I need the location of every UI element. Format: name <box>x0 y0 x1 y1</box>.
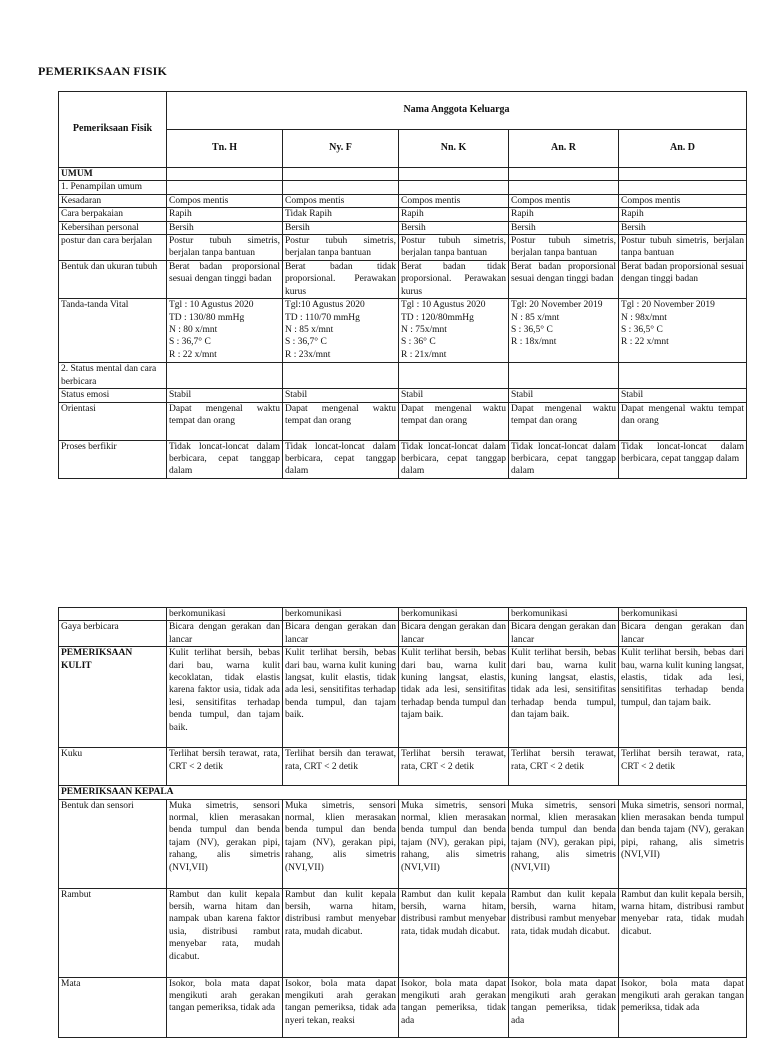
table-row <box>59 977 747 1037</box>
page-title: PEMERIKSAAN FISIK <box>38 64 168 78</box>
cell-line: Tgl : 10 Agustus 2020 <box>401 300 486 311</box>
cell: Rapih <box>509 208 619 221</box>
cell: Bersih <box>619 221 747 234</box>
cell: Isokor, bola mata dapat mengikuti arah gerakan tangan pemeriksa, tidak ada nyeri tekan, reaksi <box>283 977 399 1037</box>
cell: berkomunikasi <box>509 608 619 621</box>
cell: Bersih <box>399 221 509 234</box>
cell: Compos mentis <box>509 194 619 207</box>
row-label: Bentuk dan ukuran tubuh <box>59 261 167 299</box>
table-row <box>59 748 747 786</box>
row-label: Cara berpakaian <box>59 208 167 221</box>
cell-line: N : 75x/mnt <box>401 325 447 336</box>
row-label: postur dan cara berjalan <box>59 235 167 261</box>
cell: berkomunikasi <box>167 608 283 621</box>
cell: Rapih <box>399 208 509 221</box>
table-row <box>59 621 747 647</box>
cell: Bicara dengan gerakan dan lancar <box>509 621 619 647</box>
cell: Stabil <box>399 389 509 402</box>
table-row <box>59 799 747 888</box>
cell: Rapih <box>167 208 283 221</box>
cell: berkomunikasi <box>283 608 399 621</box>
cell: Muka simetris, sensori normal, klien merasakan benda tumpul dan benda tajam (NV), gerakan pipi, rahang, alis simetris (NVI,VII) <box>399 799 509 888</box>
cell: Bersih <box>283 221 399 234</box>
cell: Kulit terlihat bersih, bebas dari bau, warna kulit kuning langsat, elastis, tidak ada lesi, sensitifitas terhadap benda tumpul, dan tajam baik. <box>619 647 747 748</box>
cell: Isokor, bola mata dapat mengikuti arah gerakan tangan pemeriksa, tidak ada <box>167 977 283 1037</box>
cell-line: Tgl : 10 Agustus 2020 <box>169 300 254 311</box>
cell: Compos mentis <box>399 194 509 207</box>
cell: Muka simetris, sensori normal, klien merasakan benda tumpul dan benda tajam (NV), gerakan pipi, rahang, alis simetris (NVI,VII) <box>167 799 283 888</box>
cell: Postur tubuh simetris, berjalan tanpa bantuan <box>167 235 283 261</box>
cell: Rambut dan kulit kepala bersih, warna hitam, distribusi rambut menyebar rata, tidak mudah dicabut. <box>399 888 509 977</box>
cell-line: N : 80 x/mnt <box>169 325 218 336</box>
cell: Compos mentis <box>619 194 747 207</box>
row-label: Kuku <box>59 748 167 786</box>
cell: berkomunikasi <box>619 608 747 621</box>
row-label: Tanda-tanda Vital <box>59 299 167 363</box>
cell-line: TD : 130/80 mmHg <box>169 312 245 323</box>
row-label: Orientasi <box>59 402 167 440</box>
row-label: Bentuk dan sensori <box>59 799 167 888</box>
cell <box>283 299 399 363</box>
physical-exam-table-1 <box>58 91 747 479</box>
table-row <box>59 194 747 207</box>
cell: Rapih <box>619 208 747 221</box>
cell-line: N : 85 x/mnt <box>511 312 560 323</box>
cell: Bicara dengan gerakan dan lancar <box>619 621 747 647</box>
cell: Kulit terlihat bersih, bebas dari bau, warna kulit kuning langsat, elastis, tidak ada lesi, sensitifitas terhadap benda tumpul dan tajam baik. <box>399 647 509 748</box>
table-row <box>59 208 747 221</box>
cell: Dapat mengenal waktu tempat dan orang <box>399 402 509 440</box>
table-row <box>59 440 747 478</box>
cell: Tidak loncat-loncat dalam berbicara, cepat tanggap dalam <box>619 440 747 478</box>
subsection-label: 2. Status mental dan cara berbicara <box>59 363 167 389</box>
cell: Tidak Rapih <box>283 208 399 221</box>
cell: Dapat mengenal waktu tempat dan orang <box>619 402 747 440</box>
cell: Dapat mengenal waktu tempat dan orang <box>167 402 283 440</box>
cell-line: TD : 110/70 mmHg <box>285 312 360 323</box>
member-header: Nn. K <box>399 130 509 168</box>
cell-line: R : 18x/mnt <box>511 337 557 348</box>
section-label: UMUM <box>59 168 167 181</box>
physical-exam-table-2 <box>58 607 747 1038</box>
cell: Berat badan tidak proporsional. Perawakan kurus <box>283 261 399 299</box>
cell-line: TD : 120/80mmHg <box>401 312 474 323</box>
cell: Bersih <box>509 221 619 234</box>
row-label: PEMERIKSAAN KULIT <box>59 647 167 748</box>
cell-line: R : 21x/mnt <box>401 349 447 360</box>
cell: Compos mentis <box>167 194 283 207</box>
cell <box>509 299 619 363</box>
cell: Bersih <box>167 221 283 234</box>
cell: Rambut dan kulit kepala bersih, warna hitam, distribusi rambut menyebar rata, mudah dicabut. <box>283 888 399 977</box>
cell-line: S : 36,5° C <box>511 325 553 336</box>
cell-line: S : 36° C <box>401 337 436 348</box>
cell: Postur tubuh simetris, berjalan tanpa bantuan <box>619 235 747 261</box>
table-row <box>59 389 747 402</box>
cell: Terlihat bersih terawat, rata, CRT < 2 detik <box>167 748 283 786</box>
cell-line: Tgl: 20 November 2019 <box>511 300 603 311</box>
cell: Kulit terlihat bersih, bebas dari bau, warna kulit kuning langsat, elastis, tidak ada lesi, sensitifitas terhadap benda tumpul, dan tajam baik. <box>509 647 619 748</box>
cell: Kulit terlihat bersih, bebas dari bau, warna kulit kecoklatan, tidak elastis karena faktor usia, tidak ada lesi, sensitifitas terhadap benda tumpul, dan tajam baik. <box>167 647 283 748</box>
cell: Muka simetris, sensori normal, klien merasakan benda tumpul dan benda tajam (NV), gerakan pipi, rahang, alis simetris (NVI,VII) <box>619 799 747 888</box>
cell: Berat badan proporsional sesuai dengan tinggi badan <box>509 261 619 299</box>
group-header: Nama Anggota Keluarga <box>167 92 747 130</box>
pemeriksaan-header: Pemeriksaan Fisik <box>59 92 167 168</box>
cell: Isokor, bola mata dapat mengikuti arah gerakan tangan pemeriksa, tidak ada <box>619 977 747 1037</box>
cell: Postur tubuh simetris, berjalan tanpa bantuan <box>509 235 619 261</box>
member-header: Ny. F <box>283 130 399 168</box>
cell <box>619 299 747 363</box>
cell-line: R : 22 x/mnt <box>169 349 217 360</box>
cell: Tidak loncat-loncat dalam berbicara, cepat tanggap dalam <box>399 440 509 478</box>
cell: Bicara dengan gerakan dan lancar <box>399 621 509 647</box>
cell: Stabil <box>509 389 619 402</box>
cell: Dapat mengenal waktu tempat dan orang <box>509 402 619 440</box>
cell-line: S : 36,5° C <box>621 325 663 336</box>
member-header: An. D <box>619 130 747 168</box>
row-label: Mata <box>59 977 167 1037</box>
row-label: Rambut <box>59 888 167 977</box>
table-row <box>59 299 747 363</box>
table-row <box>59 888 747 977</box>
table-row <box>59 402 747 440</box>
table-row <box>59 221 747 234</box>
table-row <box>59 261 747 299</box>
cell: Isokor, bola mata dapat mengikuti arah gerakan tangan pemeriksa, tidak ada <box>399 977 509 1037</box>
row-label: Proses berfikir <box>59 440 167 478</box>
member-header: Tn. H <box>167 130 283 168</box>
cell <box>167 299 283 363</box>
cell: Terlihat bersih dan terawat, rata, CRT < 2 detik <box>283 748 399 786</box>
cell: Compos mentis <box>283 194 399 207</box>
cell: berkomunikasi <box>399 608 509 621</box>
cell-line: R : 22 x/mnt <box>621 337 669 348</box>
cell: Bicara dengan gerakan dan lancar <box>167 621 283 647</box>
cell-line: Tgl:10 Agustus 2020 <box>285 300 365 311</box>
cell: Stabil <box>619 389 747 402</box>
member-header: An. R <box>509 130 619 168</box>
cell-line: N : 85 x/mnt <box>285 325 334 336</box>
table-row <box>59 235 747 261</box>
cell-line: Tgl : 20 November 2019 <box>621 300 715 311</box>
row-label: Kesadaran <box>59 194 167 207</box>
cell: Rambut dan kulit kepala bersih, warna hitam dan nampak uban karena faktor usia, distribusi rambut menyebar rata, mudah dicabut. <box>167 888 283 977</box>
cell: Berat badan proporsional sesuai dengan tinggi badan <box>167 261 283 299</box>
cell: Muka simetris, sensori normal, klien merasakan benda tumpul dan benda tajam (NV), gerakan pipi, rahang, alis simetris (NVI,VII) <box>509 799 619 888</box>
section-label: PEMERIKSAAN KEPALA <box>59 786 747 799</box>
table-row <box>59 647 747 748</box>
cell: Stabil <box>283 389 399 402</box>
cell-line: R : 23x/mnt <box>285 349 331 360</box>
cell: Berat badan tidak proporsional. Perawakan kurus <box>399 261 509 299</box>
cell: Berat badan proporsional sesuai dengan tinggi badan <box>619 261 747 299</box>
row-label: Gaya berbicara <box>59 621 167 647</box>
cell: Tidak loncat-loncat dalam berbicara, cepat tanggap dalam <box>167 440 283 478</box>
cell: Postur tubuh simetris, berjalan tanpa bantuan <box>283 235 399 261</box>
cell: Kulit terlihat bersih, bebas dari bau, warna kulit kuning langsat, kulit elastis, tidak ada lesi, sensitifitas terhadap benda tumpul, dan tajam baik. <box>283 647 399 748</box>
cell <box>399 299 509 363</box>
row-label: Status emosi <box>59 389 167 402</box>
subsection-label: 1. Penampilan umum <box>59 181 167 194</box>
cell: Terlihat bersih terawat, rata, CRT < 2 detik <box>619 748 747 786</box>
cell-line: S : 36,7° C <box>169 337 211 348</box>
cell: Terlihat bersih terawat, rata, CRT < 2 detik <box>509 748 619 786</box>
cell: Dapat mengenal waktu tempat dan orang <box>283 402 399 440</box>
cell-line: N : 98x/mnt <box>621 312 667 323</box>
cell: Tidak loncat-loncat dalam berbicara, cepat tanggap dalam <box>283 440 399 478</box>
cell: Stabil <box>167 389 283 402</box>
cell: Isokor, bola mata dapat mengikuti arah gerakan tangan pemeriksa, tidak ada <box>509 977 619 1037</box>
cell: Rambut dan kulit kepala bersih, warna hitam, distribusi rambut menyebar rata, tidak mudah dicabut. <box>509 888 619 977</box>
cell-line: S : 36,7° C <box>285 337 327 348</box>
cell: Postur tubuh simetris, berjalan tanpa bantuan <box>399 235 509 261</box>
cell: Rambut dan kulit kepala bersih, warna hitam, distribusi rambut menyebar rata, tidak mudah dicabut. <box>619 888 747 977</box>
row-label: Kebersihan personal <box>59 221 167 234</box>
cell: Terlihat bersih terawat, rata, CRT < 2 detik <box>399 748 509 786</box>
cell: Muka simetris, sensori normal, klien merasakan benda tumpul dan benda tajam (NV), gerakan pipi, rahang, alis simetris (NVI,VII) <box>283 799 399 888</box>
cell: Tidak loncat-loncat dalam berbicara, cepat tanggap dalam <box>509 440 619 478</box>
cell: Bicara dengan gerakan dan lancar <box>283 621 399 647</box>
